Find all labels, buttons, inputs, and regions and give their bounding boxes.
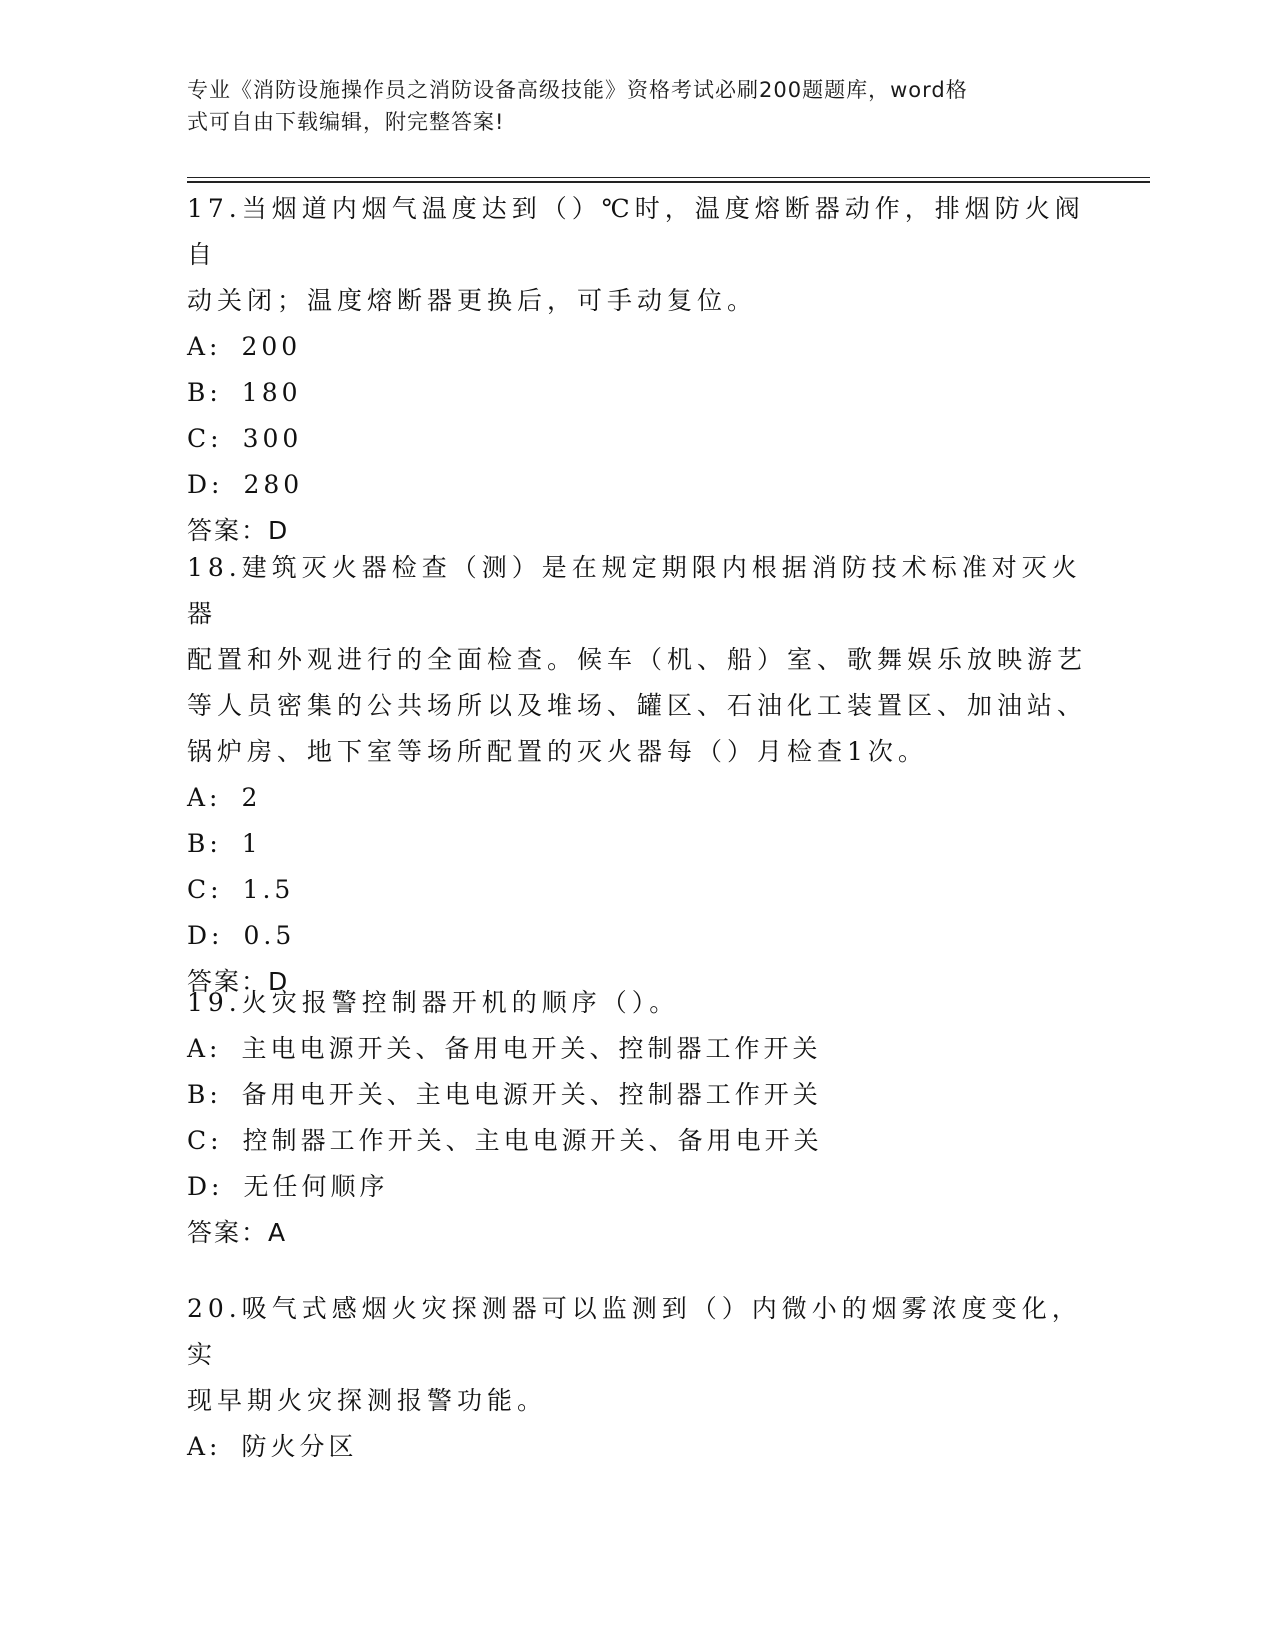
option-text: 2	[241, 783, 262, 812]
question-19	[187, 980, 1087, 1256]
option-a	[187, 1026, 1087, 1072]
question-stem-line: 等人员密集的公共场所以及堆场、罐区、石油化工装置区、加油站、	[187, 691, 1088, 720]
option-letter: D:	[187, 921, 224, 950]
option-d	[187, 462, 1087, 508]
option-letter: A:	[187, 1432, 222, 1461]
option-text: 1	[241, 829, 262, 858]
question-stem-line: 18.建筑灭火器检查（测）是在规定期限内根据消防技术标准对灭火器	[187, 553, 1082, 628]
option-text: 无任何顺序	[243, 1172, 389, 1201]
answer-line: 答案：D	[187, 967, 290, 996]
document-header	[187, 74, 1067, 138]
option-b	[187, 370, 1087, 416]
option-letter: B:	[187, 378, 222, 407]
option-letter: C:	[187, 1126, 223, 1155]
option-letter: D:	[187, 470, 224, 499]
option-a	[187, 1424, 1087, 1470]
option-b	[187, 821, 1087, 867]
option-letter: D:	[187, 1172, 224, 1201]
option-text: 控制器工作开关、主电电源开关、备用电开关	[242, 1126, 823, 1155]
option-c	[187, 416, 1087, 462]
question-20	[187, 1286, 1087, 1470]
option-letter: A:	[187, 1034, 222, 1063]
option-letter: B:	[187, 829, 222, 858]
option-text: 防火分区	[241, 1432, 358, 1461]
option-letter: C:	[187, 424, 223, 453]
option-letter: C:	[187, 875, 223, 904]
question-stem-line: 配置和外观进行的全面检查。候车（机、船）室、歌舞娱乐放映游艺	[187, 645, 1088, 674]
option-text: 200	[241, 332, 302, 361]
option-a	[187, 775, 1087, 821]
option-letter: A:	[187, 783, 222, 812]
option-c	[187, 867, 1087, 913]
option-b	[187, 1072, 1087, 1118]
option-letter: B:	[187, 1080, 222, 1109]
option-text: 主电电源开关、备用电开关、控制器工作开关	[241, 1034, 822, 1063]
question-stem-line: 动关闭；温度熔断器更换后，可手动复位。	[187, 286, 758, 315]
option-letter: A:	[187, 332, 222, 361]
header-line-2: 式可自由下载编辑，附完整答案!	[187, 110, 505, 134]
question-stem-line: 19.火灾报警控制器开机的顺序（）。	[187, 988, 680, 1017]
question-stem-line: 现早期火灾探测报警功能。	[187, 1386, 548, 1415]
header-divider-thick	[187, 181, 1150, 183]
option-d	[187, 1164, 1087, 1210]
option-text: 0.5	[243, 921, 296, 950]
header-divider-thin	[187, 177, 1150, 178]
option-c	[187, 1118, 1087, 1164]
option-text: 300	[242, 424, 303, 453]
question-stem-line: 17.当烟道内烟气温度达到（）℃时，温度熔断器动作，排烟防火阀自	[187, 194, 1085, 269]
option-a	[187, 324, 1087, 370]
option-text: 备用电开关、主电电源开关、控制器工作开关	[241, 1080, 822, 1109]
question-stem-line: 20.吸气式感烟火灾探测器可以监测到（）内微小的烟雾浓度变化，实	[187, 1294, 1082, 1369]
question-17	[187, 186, 1087, 554]
option-text: 180	[241, 378, 302, 407]
answer-line: 答案：A	[187, 1218, 288, 1247]
header-line-1: 专业《消防设施操作员之消防设备高级技能》资格考试必刷200题题库，word格	[187, 78, 968, 102]
answer-line: 答案：D	[187, 516, 290, 545]
option-text: 1.5	[242, 875, 295, 904]
question-stem-line: 锅炉房、地下室等场所配置的灭火器每（）月检查1次。	[187, 737, 928, 766]
question-18	[187, 545, 1087, 1005]
option-text: 280	[243, 470, 304, 499]
option-d	[187, 913, 1087, 959]
